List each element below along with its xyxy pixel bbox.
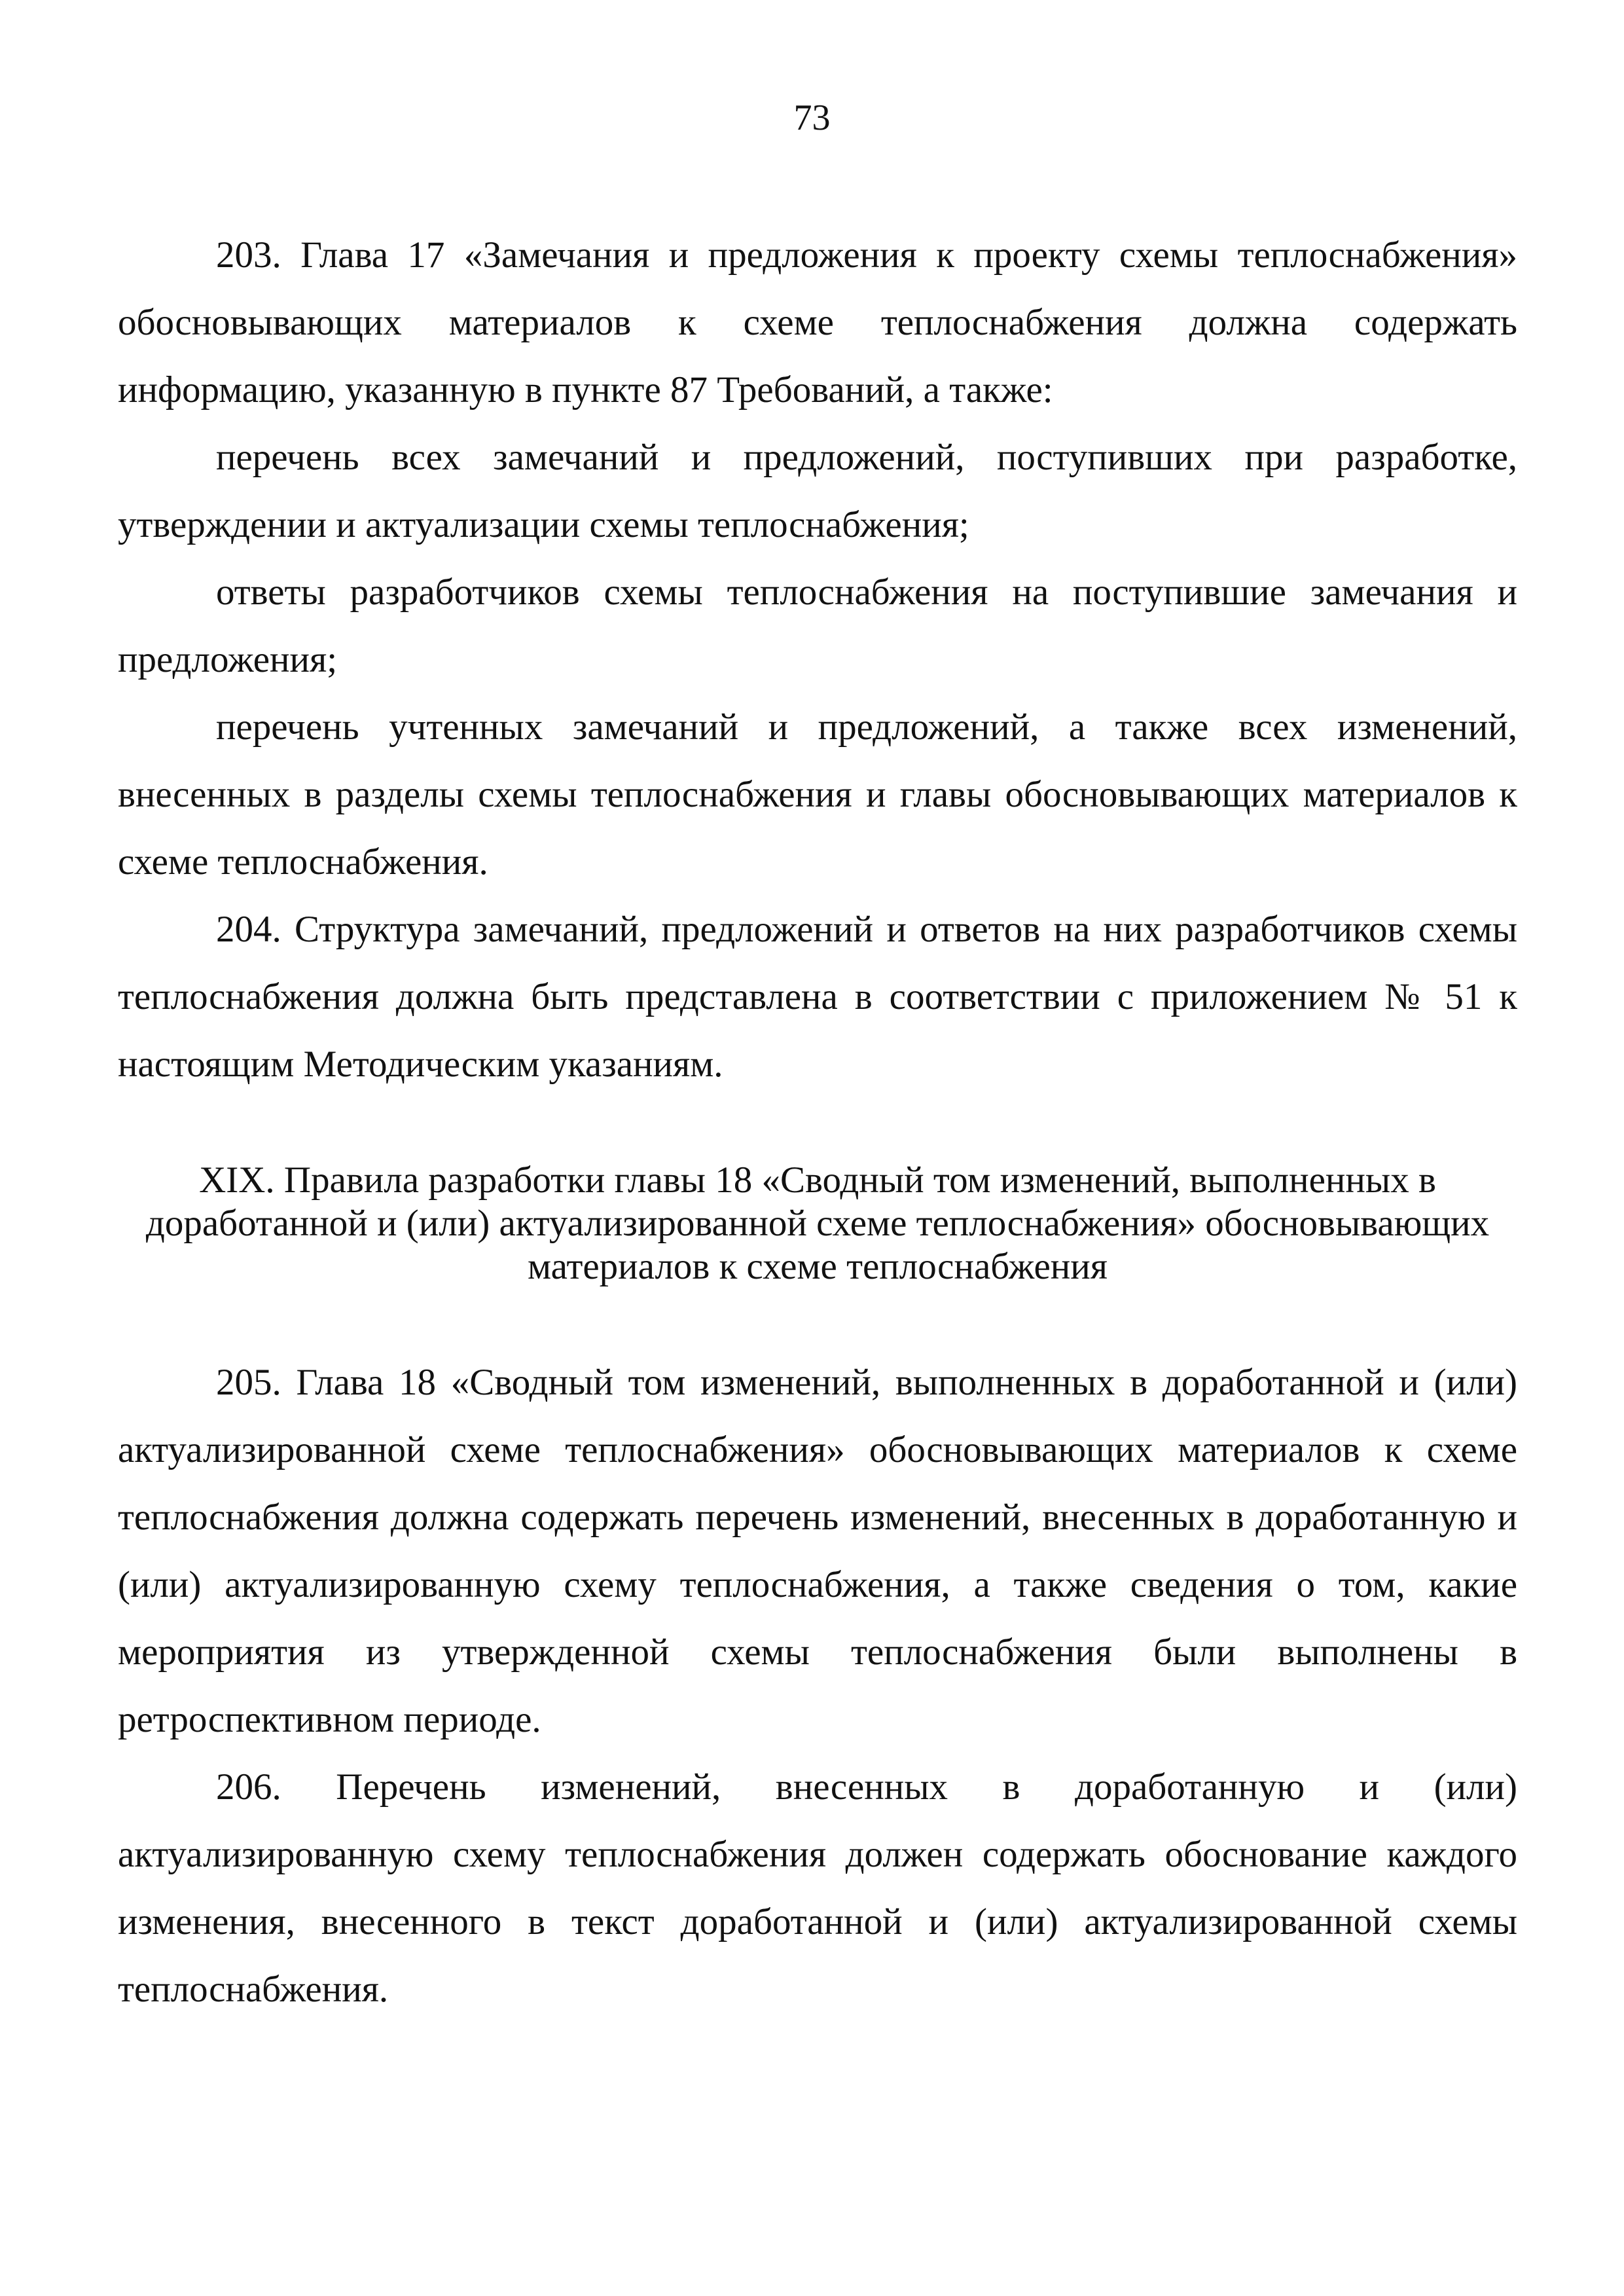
paragraph-205: 205. Глава 18 «Сводный том изменений, выполненных в доработанной и (или) актуализированной схеме теплоснабжения» обосновывающих материалов к схеме теплоснабжения должна содержать перечень изменений, внесенных в доработанную и (или) актуализированную схему теплоснабжения, а также сведения о том, какие мероприятия из утвержденной схемы теплоснабжения были выполнены в ретроспективном периоде. <box>118 1362 1517 1740</box>
heading-line: XIX. Правила разработки главы 18 «Сводный том изменений, выполненных в <box>199 1159 1436 1201</box>
section-205-206 <box>118 1349 1517 2023</box>
list-item-answers: ответы разработчиков схемы теплоснабжения на поступившие замечания и предложения; <box>118 572 1517 680</box>
paragraph-203: 203. Глава 17 «Замечания и предложения к проекту схемы теплоснабжения» обосновывающих материалов к схеме теплоснабжения должна содержать информацию, указанную в пункте 87 Требований, а также: <box>118 234 1517 410</box>
section-heading <box>118 1159 1517 1288</box>
list-item-changes: перечень учтенных замечаний и предложений, а также всех изменений, внесенных в разделы схемы теплоснабжения и главы обосновывающих материалов к схеме теплоснабжения. <box>118 706 1517 883</box>
section-203-204 <box>118 221 1517 1098</box>
page-number: 73 <box>793 98 831 138</box>
list-item-remarks: перечень всех замечаний и предложений, поступивших при разработке, утверждении и актуализации схемы теплоснабжения; <box>118 437 1517 545</box>
paragraph-206: 206. Перечень изменений, внесенных в доработанную и (или) актуализированную схему теплоснабжения должен содержать обоснование каждого изменения, внесенного в текст доработанной и (или) актуализированной схемы теплоснабжения. <box>118 1766 1517 2010</box>
heading-line: материалов к схеме теплоснабжения <box>527 1246 1108 1287</box>
heading-line: доработанной и (или) актуализированной схеме теплоснабжения» обосновывающих <box>145 1203 1490 1244</box>
paragraph-204: 204. Структура замечаний, предложений и ответов на них разработчиков схемы теплоснабжения должна быть представлена в соответствии с приложением № 51 к настоящим Методическим указаниям. <box>118 909 1517 1085</box>
